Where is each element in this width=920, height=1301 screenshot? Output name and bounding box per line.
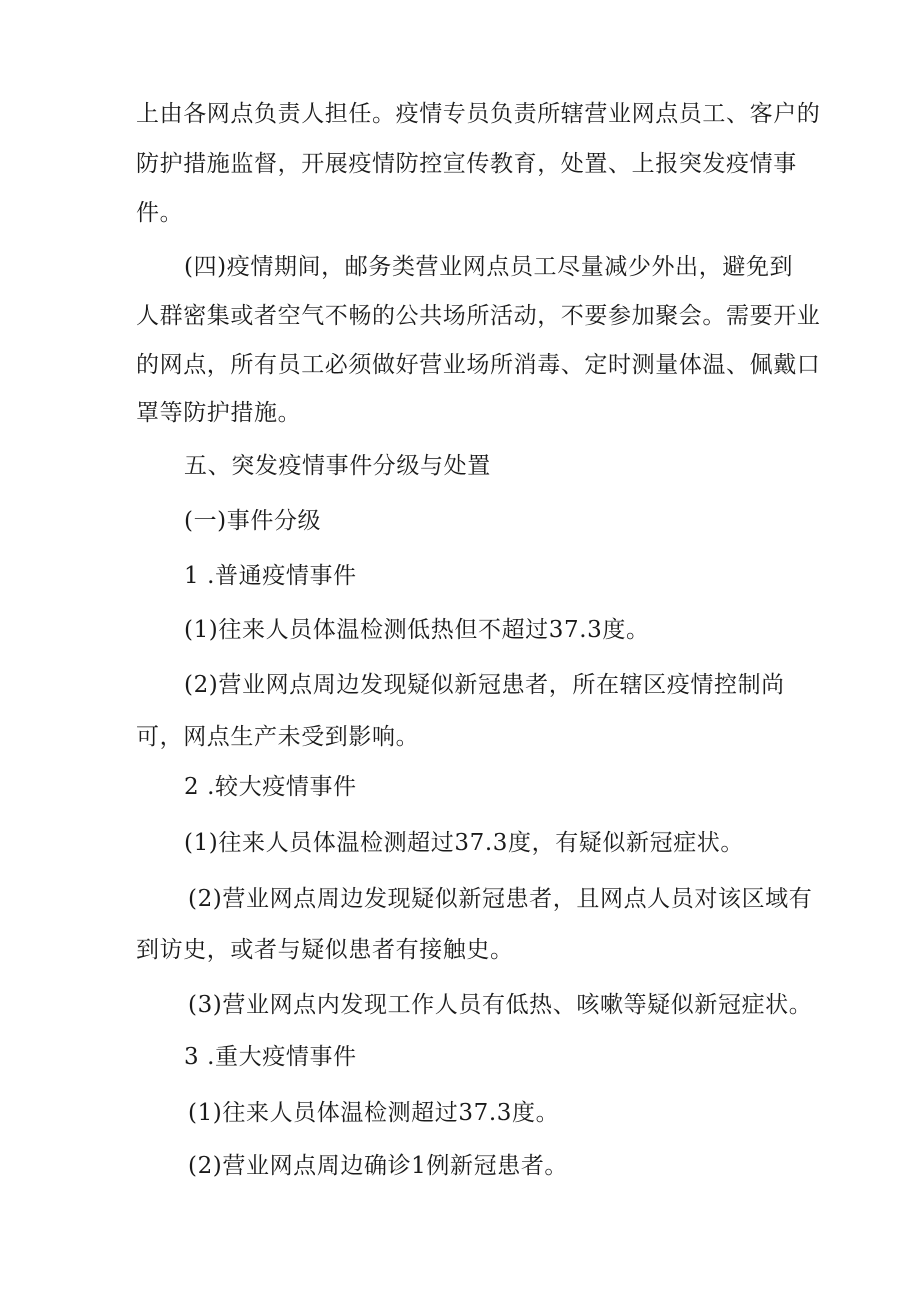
list-item: (1)往来人员体温检测超过37.3度。 (188, 1100, 560, 1126)
paragraph-line: 罩等防护措施。 (136, 400, 302, 426)
list-item: (2)营业网点周边确诊1例新冠患者。 (188, 1153, 569, 1179)
list-item: (2)营业网点周边发现疑似新冠患者，且网点人员对该区域有 (188, 886, 813, 912)
list-item: (1)往来人员体温检测超过37.3度，有疑似新冠症状。 (184, 830, 744, 856)
section-heading: 五、突发疫情事件分级与处置 (184, 453, 491, 479)
paragraph-line: 防护措施监督，开展疫情防控宣传教育，处置、上报突发疫情事 (136, 151, 797, 177)
level-heading: 1 .普通疫情事件 (184, 563, 357, 589)
paragraph-line: (四)疫情期间，邮务类营业网点员工尽量减少外出，避免到 (184, 254, 794, 280)
paragraph-line: 上由各网点负责人担任。疫情专员负责所辖营业网点员工、客户的 (136, 101, 821, 127)
paragraph-line: 到访史，或者与疑似患者有接触史。 (136, 937, 514, 963)
paragraph-line: 可，网点生产未受到影响。 (136, 724, 420, 750)
level-heading: 2 .较大疫情事件 (184, 774, 357, 800)
paragraph-line: 的网点，所有员工必须做好营业场所消毒、定时测量体温、佩戴口 (136, 352, 821, 378)
list-item: (2)营业网点周边发现疑似新冠患者，所在辖区疫情控制尚 (184, 672, 785, 698)
list-item: (3)营业网点内发现工作人员有低热、咳嗽等疑似新冠症状。 (188, 992, 813, 1018)
paragraph-line: 人群密集或者空气不畅的公共场所活动，不要参加聚会。需要开业 (136, 303, 821, 329)
list-item: (1)往来人员体温检测低热但不超过37.3度。 (184, 617, 650, 643)
level-heading: 3 .重大疫情事件 (184, 1044, 357, 1070)
paragraph-line: 件。 (136, 200, 184, 226)
subsection-heading: (一)事件分级 (184, 508, 322, 534)
